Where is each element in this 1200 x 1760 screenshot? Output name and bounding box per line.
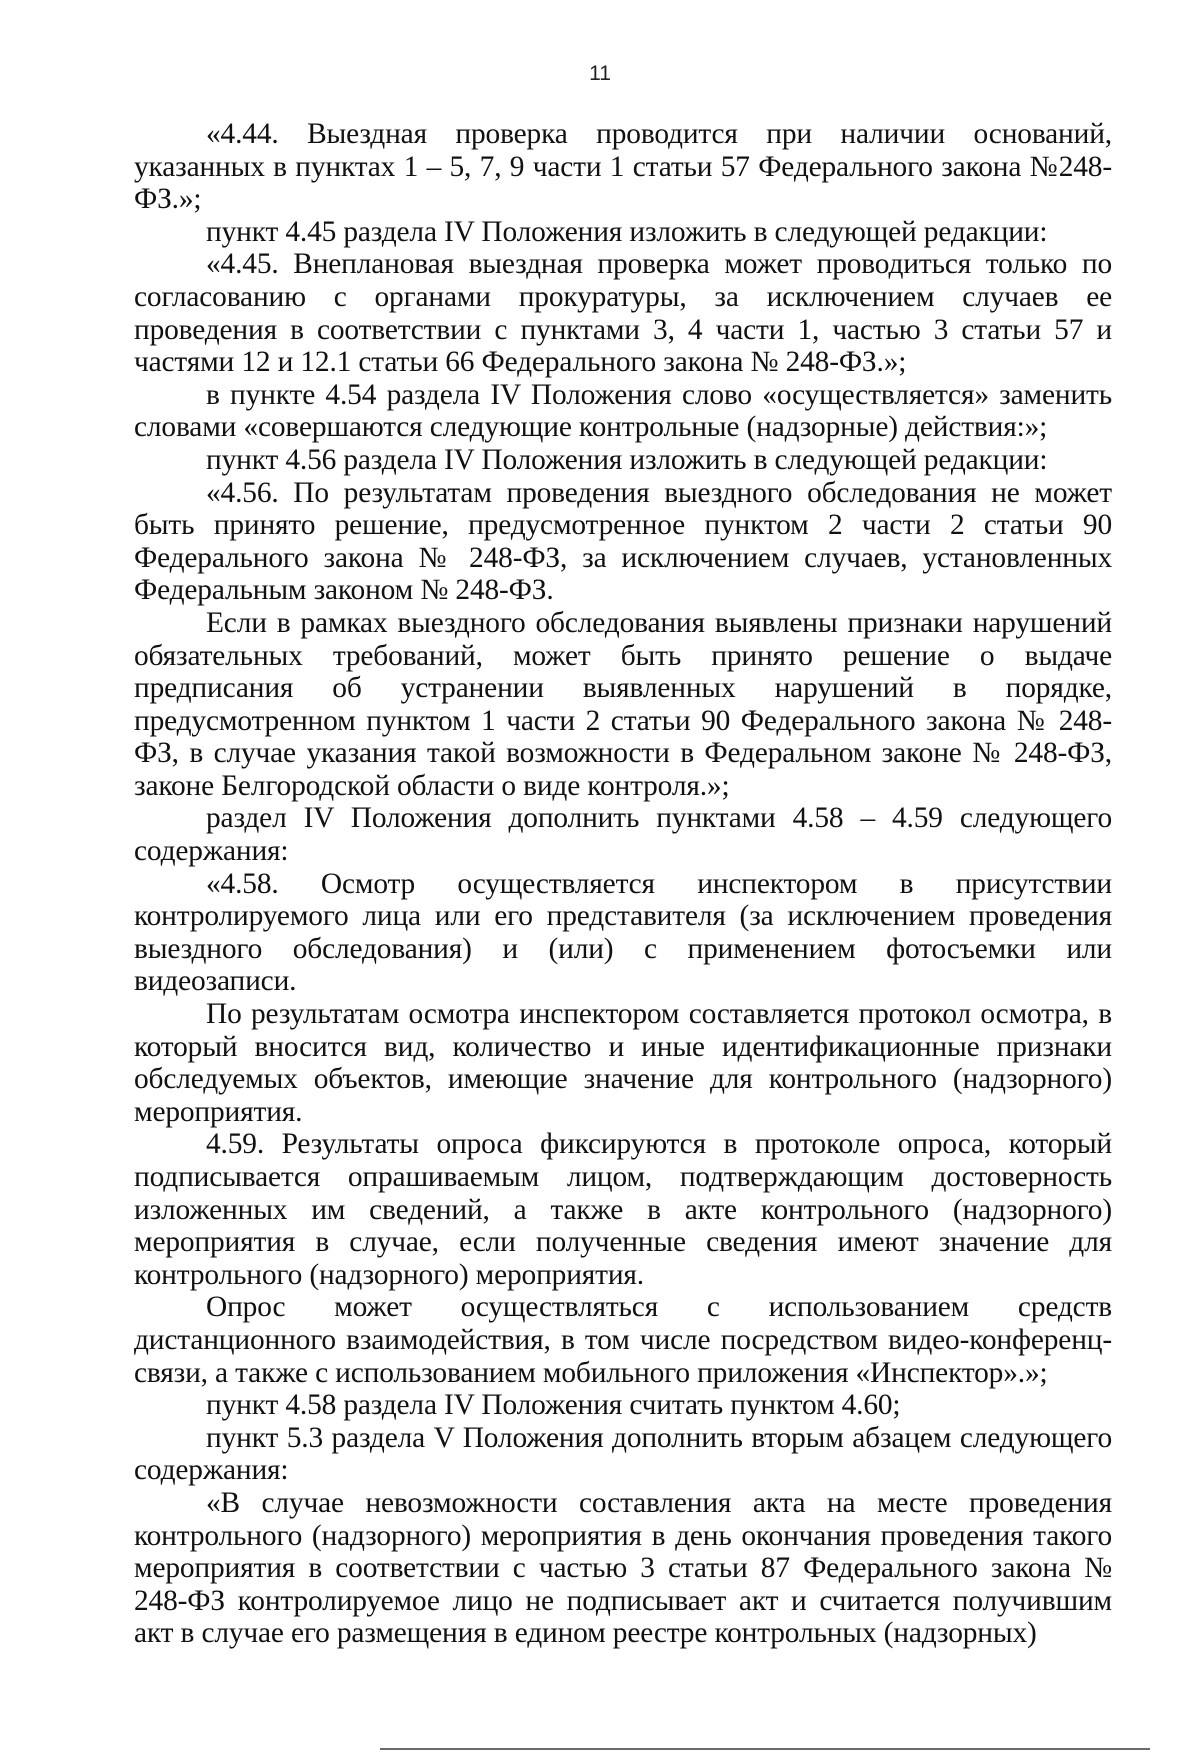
paragraph-4-59: 4.59. Результаты опроса фиксируются в протоколе опроса, который подписывается опрашиваемым лицом, подтверждающим достоверность изложенных им сведений, а также в акте контрольного (надзорного) мероприятия в случае, если полученные сведения имеют значение для контрольного (надзорного) мероприятия.: [134, 1128, 1112, 1291]
paragraph-amend-4-45: пункт 4.45 раздела IV Положения изложить в следующей редакции:: [206, 215, 1048, 248]
paragraph-amend-4-56: пункт 4.56 раздела IV Положения изложить в следующей редакции:: [206, 443, 1048, 476]
document-body: [134, 118, 1112, 1650]
paragraph-4-56: «4.56. По результатам проведения выездного обследования не может быть принято решение, предусмотренное пунктом 2 части 2 статьи 90 Федерального закона № 248-ФЗ, за исключением случаев, установленных Федеральным законом № 248-ФЗ.: [134, 476, 1112, 607]
paragraph-4-56-continued: Если в рамках выездного обследования выявлены признаки нарушений обязательных требований, может быть принято решение о выдаче предписания об устранении выявленных нарушений в порядке, предусмотренном пунктом 1 части 2 статьи 90 Федерального закона № 248-ФЗ, в случае указания такой возможности в Федеральном законе № 248-ФЗ, законе Белгородской области о виде контроля.»;: [134, 606, 1112, 802]
paragraph-amend-section-iv: раздел IV Положения дополнить пунктами 4.58 – 4.59 следующего содержания:: [134, 802, 1112, 868]
paragraph-4-58: «4.58. Осмотр осуществляется инспектором в присутствии контролируемого лица или его представителя (за исключением проведения выездного обследования) и (или) с применением фотосъемки или видеозаписи.: [134, 867, 1112, 998]
paragraph-amend-5-3: пункт 5.3 раздела V Положения дополнить вторым абзацем следующего содержания:: [134, 1421, 1112, 1487]
paragraph-4-45: «4.45. Внеплановая выездная проверка может проводиться только по согласованию с органами прокуратуры, за исключением случаев ее проведения в соответствии с пунктами 3, 4 части 1, частью 3 статьи 57 и частями 12 и 12.1 статьи 66 Федерального закона № 248-ФЗ.»;: [134, 248, 1112, 379]
paragraph-5-3-text: «В случае невозможности составления акта на месте проведения контрольного (надзорного) мероприятия в день окончания проведения такого мероприятия в соответствии с частью 3 статьи 87 Федерального закона № 248-ФЗ контролируемое лицо не подписывает акт и считается получившим акт в случае его размещения в едином реестре контрольных (надзорных): [134, 1486, 1112, 1650]
paragraph-4-59-remote: Опрос может осуществляться с использованием средств дистанционного взаимодействия, в том числе посредством видео-конференц-связи, а также с использованием мобильного приложения «Инспектор».»;: [134, 1291, 1112, 1389]
scan-edge-line: [380, 1748, 1150, 1750]
paragraph-amend-4-54: в пункте 4.54 раздела IV Положения слово «осуществляется» заменить словами «совершаются следующие контрольные (надзорные) действия:»;: [134, 378, 1112, 444]
paragraph-4-58-protocol: По результатам осмотра инспектором составляется протокол осмотра, в который вносится вид, количество и иные идентификационные признаки обследуемых объектов, имеющие значение для контрольного (надзорного) мероприятия.: [134, 998, 1112, 1128]
page-number: 11: [589, 62, 611, 85]
paragraph-4-44: «4.44. Выездная проверка проводится при наличии оснований, указанных в пунктах 1 – 5, 7, 9 части 1 статьи 57 Федерального закона №248-ФЗ.»;: [134, 118, 1112, 216]
paragraph-renumber-4-58: пункт 4.58 раздела IV Положения считать пунктом 4.60;: [206, 1389, 901, 1422]
